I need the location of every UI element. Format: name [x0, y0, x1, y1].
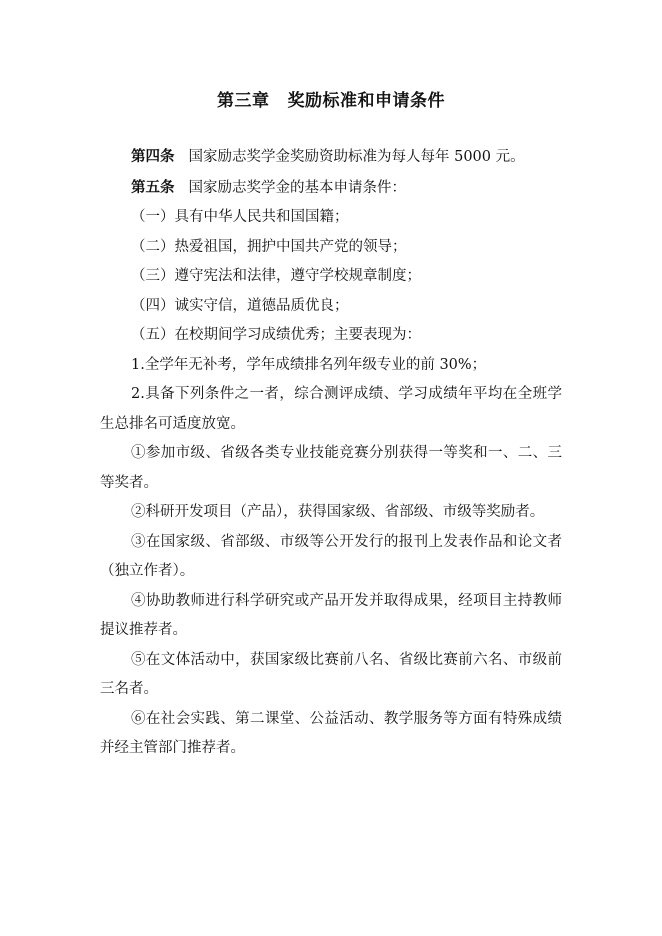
- article-5: [100, 173, 562, 204]
- condition-item: （三）遵守宪法和法律，遵守学校规章制度；: [131, 268, 421, 284]
- article-text: 国家励志奖学金奖励资助标准为每人每年 5000 元。: [188, 149, 525, 165]
- condition-item: （二）热爱祖国，拥护中国共产党的领导；: [131, 238, 407, 255]
- chapter-heading: [0, 86, 662, 111]
- article-text: 国家励志奖学金的基本申请条件：: [188, 179, 406, 196]
- sub-item: ③在国家级、省部级、市级等公开发行的报刊上发表作品和论文者（独立作者）。: [100, 533, 562, 579]
- article-label: 第四条: [131, 148, 175, 165]
- sub-item: ①参加市级、省级各类专业技能竞赛分别获得一等奖和一、二、三等奖者。: [100, 445, 562, 491]
- chapter-title: 奖励标准和申请条件: [287, 91, 445, 111]
- condition-item: （一）具有中华人民共和国国籍；: [131, 209, 349, 225]
- criterion-item: 1.全学年无补考，学年成绩排名列年级专业的前 30%；: [131, 356, 487, 373]
- document-body: [100, 142, 562, 764]
- article-label: 第五条: [131, 178, 175, 196]
- sub-item: ④协助教师进行科学研究或产品开发并取得成果，经项目主持教师提议推荐者。: [100, 592, 562, 638]
- sub-item: ⑤在文体活动中，获国家级比赛前八名、省级比赛前六名、市级前三名者。: [100, 651, 562, 697]
- sub-item: ⑥在社会实践、第二课堂、公益活动、教学服务等方面有特殊成绩并经主管部门推荐者。: [100, 710, 562, 756]
- condition-item: （五）在校期间学习成绩优秀；主要表现为：: [131, 327, 421, 343]
- chapter-number: 第三章: [217, 91, 270, 111]
- criterion-item: 2.具备下列条件之一者，综合测评成绩、学习成绩年平均在全班学生总排名可适度放宽。: [100, 386, 562, 432]
- sub-item: ②科研开发项目（产品），获得国家级、省部级、市级等奖励者。: [131, 504, 545, 520]
- condition-item: （四）诚实守信，道德品质优良；: [131, 297, 349, 314]
- article-4: [100, 142, 562, 173]
